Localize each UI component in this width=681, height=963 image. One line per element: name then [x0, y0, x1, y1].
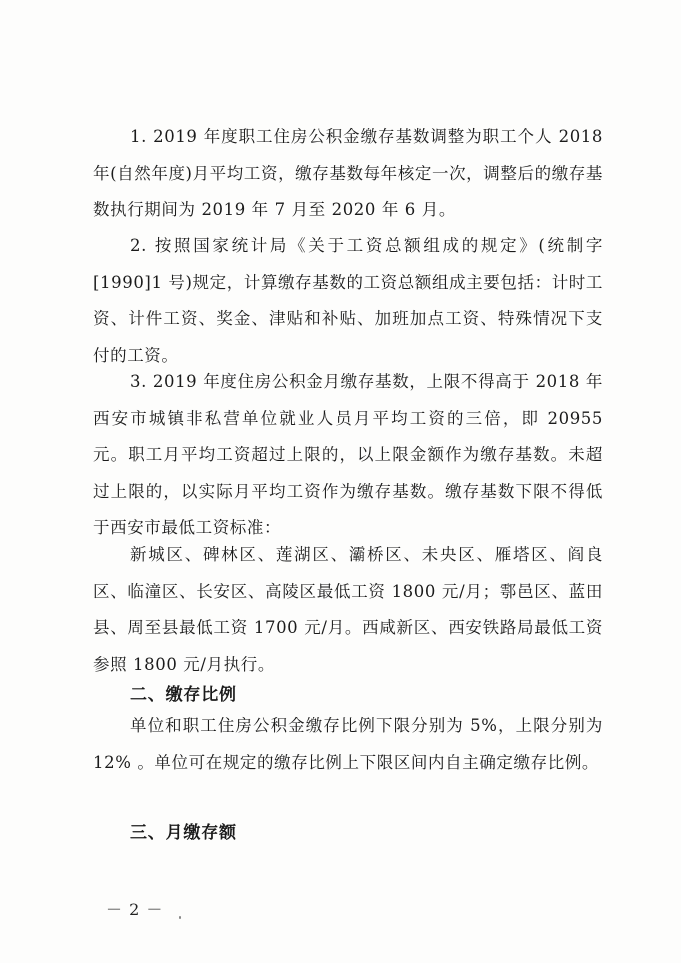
section-heading-monthly-amount: 三、月缴存额 [130, 823, 237, 843]
paragraph-minimum-wage-districts: 新城区、碑林区、莲湖区、灞桥区、未央区、雁塔区、阎良区、临潼区、长安区、高陵区最低工资 1800 元/月；鄠邑区、蓝田县、周至县最低工资 1700 元/月。西咸新区、西安铁路局最低工资参照 1800 元/月执行。 [93, 545, 603, 674]
paragraph-contribution-ratio: 单位和职工住房公积金缴存比例下限分别为 5%，上限分别为 12% 。单位可在规定的缴存比例上下限区间内自主确定缴存比例。 [93, 716, 603, 772]
paragraph-wage-composition: 2. 按照国家统计局《关于工资总额组成的规定》(统制字[1990]1 号)规定，计算缴存基数的工资总额组成主要包括：计时工资、计件工资、奖金、津贴和补贴、加班加点工资、特殊情况下支付的工资。 [93, 236, 603, 365]
section-heading-contribution-ratio: 二、缴存比例 [130, 685, 237, 705]
scan-speck [179, 916, 181, 919]
paragraph-upper-lower-limits: 3. 2019 年度住房公积金月缴存基数，上限不得高于 2018 年西安市城镇非私营单位就业人员月平均工资的三倍，即 20955 元。职工月平均工资超过上限的，以上限金额作为缴存基数。未超过上限的，以实际月平均工资作为缴存基数。缴存基数下限不得低于西安市最低工资标准： [93, 372, 603, 537]
page-number: － 2 － [106, 900, 164, 919]
paragraph-base-adjustment: 1. 2019 年度职工住房公积金缴存基数调整为职工个人 2018 年(自然年度)月平均工资，缴存基数每年核定一次，调整后的缴存基数执行期间为 2019 年 7 月至 2020 年 6 月。 [93, 127, 603, 219]
